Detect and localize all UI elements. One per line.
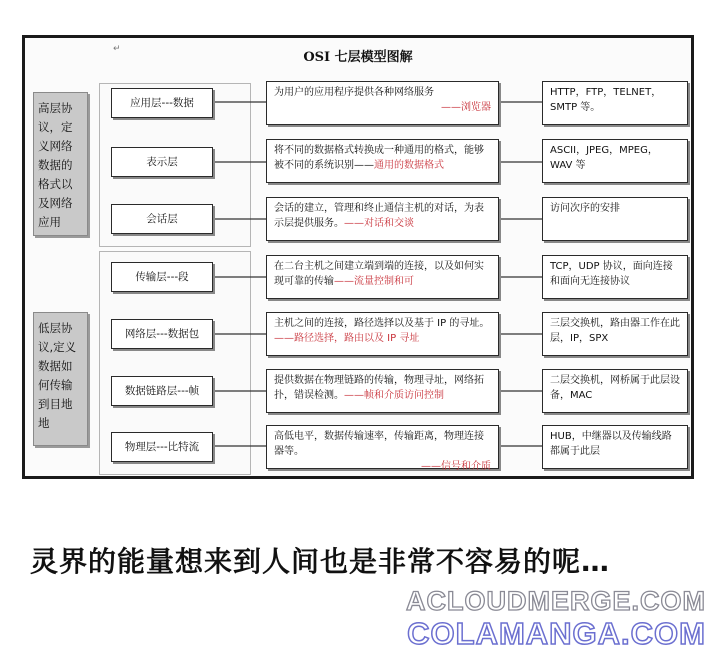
proto-application: HTTP，FTP，TELNET，SMTP 等。	[542, 81, 688, 125]
layer-network: 网络层---数据包	[111, 319, 213, 349]
proto-datalink: 二层交换机，网桥属于此层设备，MAC	[542, 369, 688, 413]
desc-text: 将不同的数据格式转换成一种通用的格式，能够被不同的系统识别——	[274, 145, 484, 171]
desc-note: ——流量控制和可	[334, 276, 414, 287]
layer-datalink: 数据链路层---帧	[111, 376, 213, 406]
desc-text: 在二台主机之间建立端到端的连接，以及如何实现可靠的传输	[274, 261, 484, 287]
layer-physical: 物理层---比特流	[111, 432, 213, 462]
upper-layers-label: 高层协议，定义网络数据的格式以及网络应用	[33, 92, 88, 236]
layer-presentation: 表示层	[111, 147, 213, 177]
proto-network: 三层交换机，路由器工作在此层，IP，SPX	[542, 312, 688, 356]
desc-note: ——帧和介质访问控制	[344, 390, 444, 401]
desc-text: 主机之间的连接，路径选择以及基于 IP 的寻址。	[274, 318, 490, 329]
desc-note: 通用的数据格式	[374, 160, 444, 171]
proto-physical: HUB，中继器以及传输线路都属于此层	[542, 425, 688, 469]
desc-text: 提供数据在物理链路的传输，物理寻址，网络拓扑，错误检测。	[274, 375, 484, 401]
paragraph-mark-icon: ↵	[113, 44, 121, 54]
desc-session	[266, 197, 499, 241]
desc-note: ——路径选择，路由以及 IP 寻址	[274, 333, 420, 344]
desc-text: 会话的建立，管理和终止通信主机的对话，为表示层提供服务。	[274, 203, 484, 229]
desc-note: ——浏览器	[441, 102, 491, 113]
lower-layers-label: 低层协议,定义数据如何传输到目地地	[33, 312, 88, 446]
layer-application: 应用层---数据	[111, 88, 213, 118]
desc-note: ——对话和交谈	[344, 218, 414, 229]
desc-transport	[266, 255, 499, 299]
desc-application	[266, 81, 499, 125]
desc-physical	[266, 425, 499, 472]
desc-presentation	[266, 139, 499, 183]
diagram-title: OSI 七层模型图解	[303, 50, 413, 65]
desc-text: 高低电平，数据传输速率，传输距离，物理连接器等。	[274, 431, 484, 457]
desc-network	[266, 312, 499, 356]
desc-note: ——信号和介质	[421, 461, 491, 472]
proto-transport: TCP，UDP 协议，面向连接和面向无连接协议	[542, 255, 688, 299]
proto-presentation: ASCII，JPEG，MPEG，WAV 等	[542, 139, 688, 183]
desc-text: 为用户的应用程序提供各种网络服务	[274, 87, 434, 98]
watermark-top: ACLOUDMERGE.COM	[406, 586, 706, 616]
watermark-bottom: COLAMANGA.COM	[407, 616, 706, 651]
osi-diagram	[22, 35, 694, 479]
desc-datalink	[266, 369, 499, 413]
comic-caption: 灵界的能量想来到人间也是非常不容易的呢…	[30, 545, 611, 578]
layer-transport: 传输层---段	[111, 262, 213, 292]
proto-session: 访问次序的安排	[542, 197, 688, 241]
layer-session: 会话层	[111, 204, 213, 234]
